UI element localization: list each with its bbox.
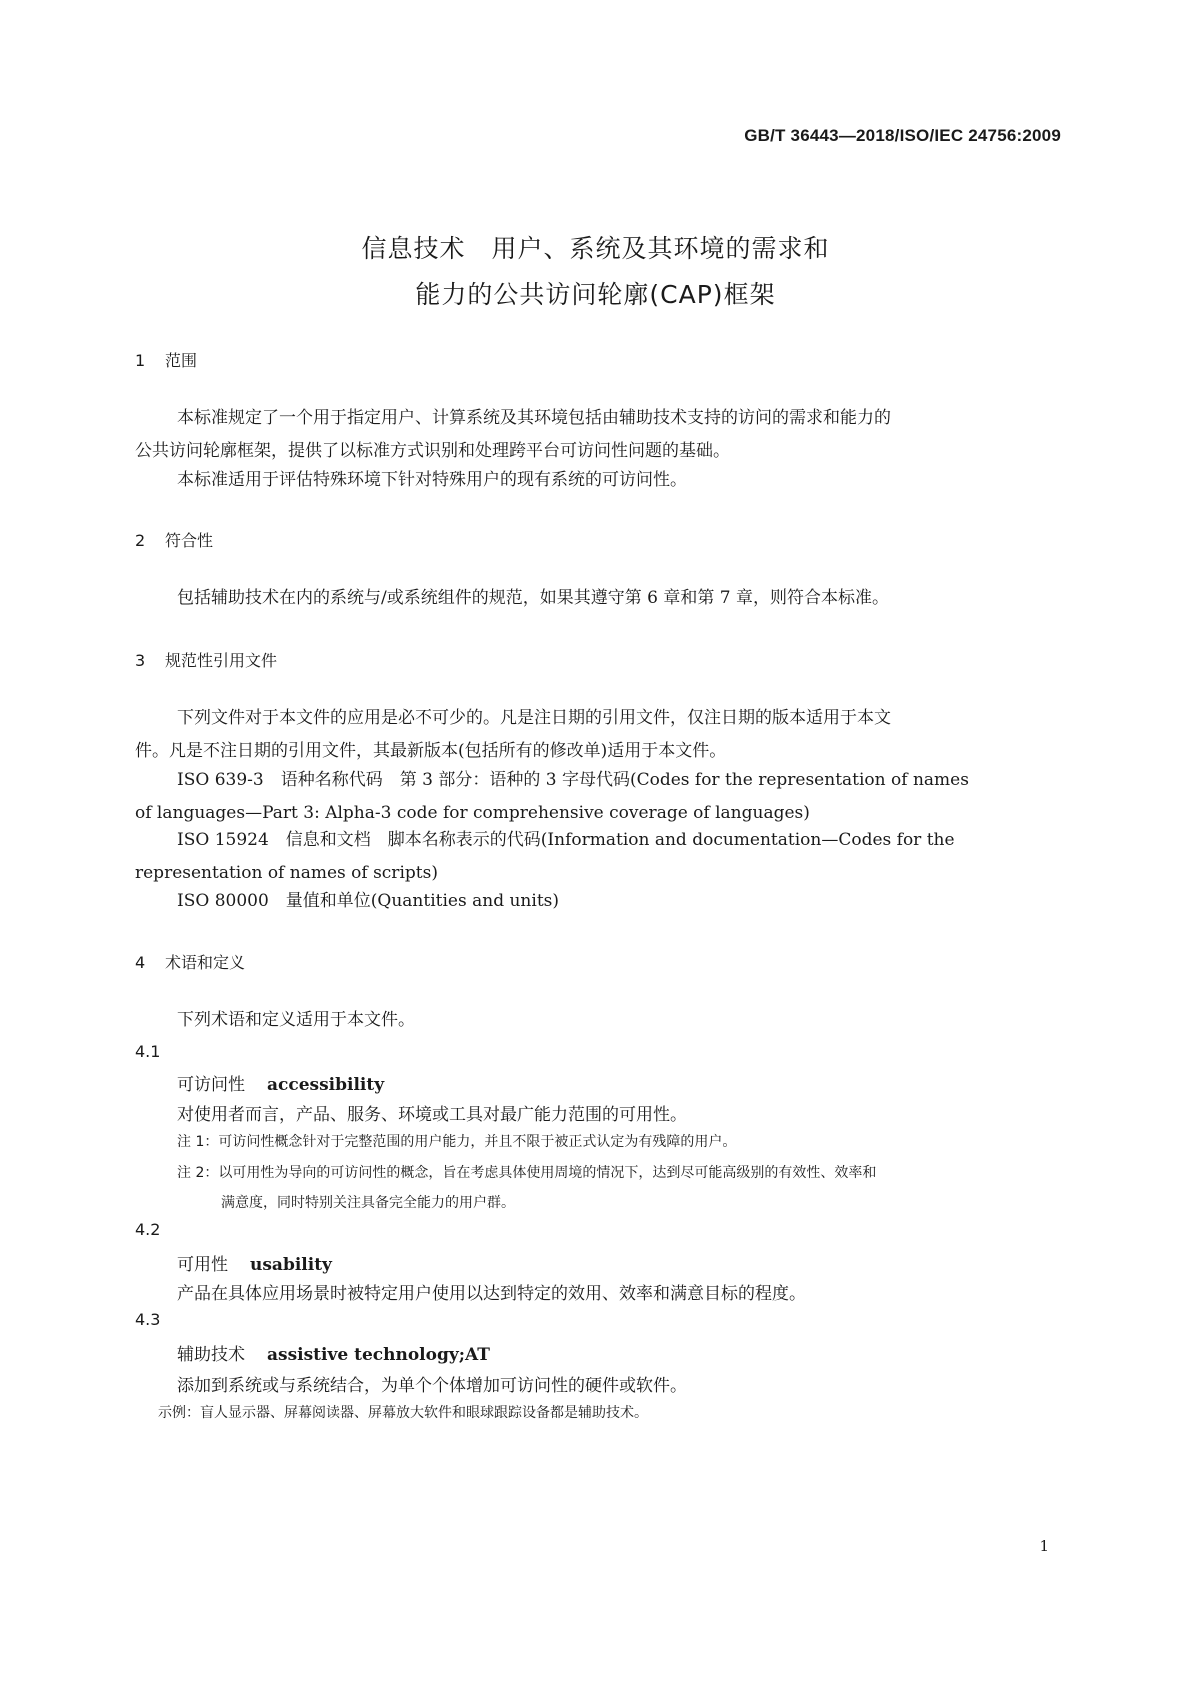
scope-paragraph-1: 本标准规定了一个用于指定用户、计算系统及其环境包括由辅助技术支持的访问的需求和能力的 公共访问轮廓框架，提供了以标准方式识别和处理跨平台可访问性问题的基础。 — [135, 408, 891, 461]
reference-iso-15924: ISO 15924 信息和文档 脚本名称表示的代码(Information and documentation—Codes for the representation of names of scripts) — [135, 830, 955, 883]
section-number: 1 — [135, 351, 146, 370]
reference-iso-639-3: ISO 639-3 语种名称代码 第 3 部分：语种的 3 字母代码(Codes for the representation of names of languages—Part 3: Alpha-3 code for comprehensive coverage of languages) — [135, 770, 969, 823]
section-heading-2: 2 符合性 — [135, 531, 214, 550]
term-assistive-technology: 辅助技术 assistive technology;AT — [177, 1345, 490, 1365]
example: 示例：盲人显示器、屏幕阅读器、屏幕放大软件和眼球跟踪设备都是辅助技术。 — [158, 1405, 648, 1421]
page-number: 1 — [1039, 1537, 1049, 1555]
definition-accessibility: 对使用者而言，产品、服务、环境或工具对最广能力范围的可用性。 — [177, 1105, 687, 1125]
title-line-2: 能力的公共访问轮廓(CAP)框架 — [415, 280, 776, 309]
section-heading-1 — [135, 348, 197, 371]
term-number-4-2: 4.2 — [135, 1220, 161, 1239]
section-heading-3: 3 规范性引用文件 — [135, 651, 278, 670]
scope-paragraph-2: 本标准适用于评估特殊环境下针对特殊用户的现有系统的可访问性。 — [177, 470, 687, 490]
term-accessibility: 可访问性 accessibility — [177, 1075, 385, 1095]
note-2: 注 2：以可用性为导向的可访问性的概念，旨在考虑具体使用周境的情况下，达到尽可能高级别的有效性、效率和 满意度，同时特别关注具备完全能力的用户群。 — [177, 1165, 877, 1211]
definition-usability: 产品在具体应用场景时被特定用户使用以达到特定的效用、效率和满意目标的程度。 — [177, 1284, 806, 1304]
note-1: 注 1：可访问性概念针对于完整范围的用户能力，并且不限于被正式认定为有残障的用户。 — [177, 1134, 737, 1150]
reference-iso-80000: ISO 80000 量值和单位(Quantities and units) — [177, 891, 560, 911]
term-number-4-3: 4.3 — [135, 1310, 161, 1329]
normative-intro: 下列文件对于本文件的应用是必不可少的。凡是注日期的引用文件，仅注日期的版本适用于本文 件。凡是不注日期的引用文件，其最新版本(包括所有的修改单)适用于本文件。 — [135, 708, 891, 761]
standard-code: GB/T 36443—2018/ISO/IEC 24756:2009 — [744, 126, 1061, 145]
term-number-4-1: 4.1 — [135, 1042, 161, 1061]
section-heading-4: 4 术语和定义 — [135, 953, 246, 972]
title-line-1: 信息技术 用户、系统及其环境的需求和 — [361, 234, 830, 263]
definition-assistive-technology: 添加到系统或与系统结合，为单个个体增加可访问性的硬件或软件。 — [177, 1376, 687, 1396]
section-title: 范围 — [165, 351, 198, 370]
document-title — [0, 226, 1191, 318]
conformance-paragraph: 包括辅助技术在内的系统与/或系统组件的规范，如果其遵守第 6 章和第 7 章，则符合本标准。 — [177, 588, 889, 608]
terms-intro: 下列术语和定义适用于本文件。 — [177, 1010, 415, 1030]
term-usability: 可用性 usability — [177, 1255, 332, 1275]
